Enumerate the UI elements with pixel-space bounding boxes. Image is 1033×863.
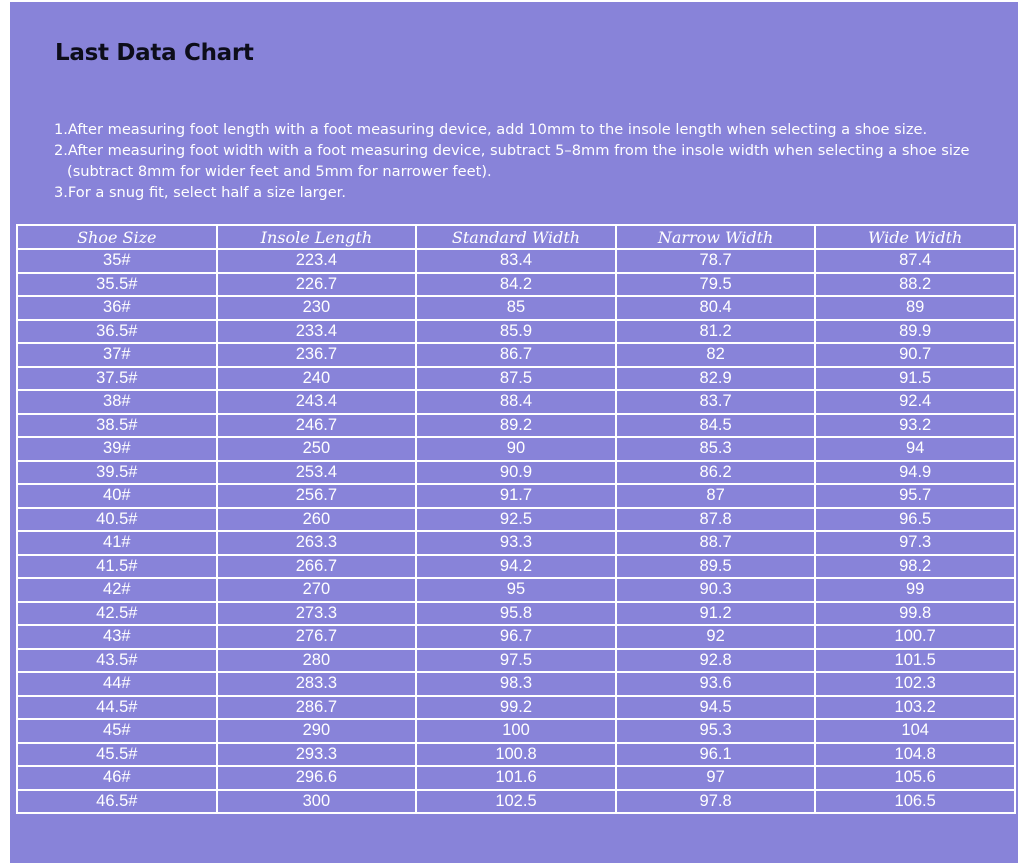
- header-narrow-width: Narrow Width: [616, 225, 816, 249]
- cell-wide-width: 104.8: [815, 743, 1015, 767]
- cell-shoe-size: 46.5#: [17, 790, 217, 814]
- cell-standard-width: 90.9: [416, 461, 616, 485]
- cell-shoe-size: 35.5#: [17, 273, 217, 297]
- cell-standard-width: 91.7: [416, 484, 616, 508]
- cell-narrow-width: 97.8: [616, 790, 816, 814]
- cell-standard-width: 101.6: [416, 766, 616, 790]
- cell-wide-width: 89.9: [815, 320, 1015, 344]
- cell-wide-width: 94.9: [815, 461, 1015, 485]
- cell-insole-length: 270: [217, 578, 417, 602]
- table-row: [17, 719, 1015, 743]
- table-row: [17, 296, 1015, 320]
- instructions: [54, 119, 994, 201]
- cell-insole-length: 273.3: [217, 602, 417, 626]
- cell-standard-width: 84.2: [416, 273, 616, 297]
- table-row: [17, 437, 1015, 461]
- cell-insole-length: 240: [217, 367, 417, 391]
- cell-standard-width: 94.2: [416, 555, 616, 579]
- cell-wide-width: 102.3: [815, 672, 1015, 696]
- cell-insole-length: 243.4: [217, 390, 417, 414]
- table-header-row: [17, 225, 1015, 249]
- cell-wide-width: 99.8: [815, 602, 1015, 626]
- cell-wide-width: 87.4: [815, 249, 1015, 273]
- cell-standard-width: 100.8: [416, 743, 616, 767]
- cell-wide-width: 93.2: [815, 414, 1015, 438]
- table-row: [17, 602, 1015, 626]
- cell-insole-length: 280: [217, 649, 417, 673]
- table-row: [17, 414, 1015, 438]
- cell-standard-width: 93.3: [416, 531, 616, 555]
- cell-wide-width: 89: [815, 296, 1015, 320]
- page-title: Last Data Chart: [55, 40, 254, 66]
- cell-narrow-width: 81.2: [616, 320, 816, 344]
- cell-insole-length: 233.4: [217, 320, 417, 344]
- note-2: 2.After measuring foot width with a foot measuring device, subtract 5–8mm from the insole width when selecting a shoe size (subtract 8mm for wider feet and 5mm for narrower feet).: [54, 142, 970, 180]
- cell-wide-width: 106.5: [815, 790, 1015, 814]
- cell-narrow-width: 86.2: [616, 461, 816, 485]
- header-standard-width: Standard Width: [416, 225, 616, 249]
- cell-standard-width: 95.8: [416, 602, 616, 626]
- cell-standard-width: 87.5: [416, 367, 616, 391]
- cell-insole-length: 296.6: [217, 766, 417, 790]
- cell-insole-length: 290: [217, 719, 417, 743]
- table-row: [17, 625, 1015, 649]
- cell-standard-width: 96.7: [416, 625, 616, 649]
- cell-insole-length: 230: [217, 296, 417, 320]
- table-row: [17, 273, 1015, 297]
- cell-shoe-size: 44.5#: [17, 696, 217, 720]
- cell-standard-width: 92.5: [416, 508, 616, 532]
- cell-narrow-width: 97: [616, 766, 816, 790]
- table-row: [17, 461, 1015, 485]
- cell-shoe-size: 37.5#: [17, 367, 217, 391]
- cell-narrow-width: 85.3: [616, 437, 816, 461]
- table-row: [17, 649, 1015, 673]
- table-row: [17, 531, 1015, 555]
- table-row: [17, 578, 1015, 602]
- cell-narrow-width: 83.7: [616, 390, 816, 414]
- cell-narrow-width: 92: [616, 625, 816, 649]
- cell-wide-width: 101.5: [815, 649, 1015, 673]
- cell-narrow-width: 88.7: [616, 531, 816, 555]
- cell-insole-length: 300: [217, 790, 417, 814]
- cell-standard-width: 99.2: [416, 696, 616, 720]
- cell-shoe-size: 43.5#: [17, 649, 217, 673]
- cell-wide-width: 97.3: [815, 531, 1015, 555]
- header-shoe-size: Shoe Size: [17, 225, 217, 249]
- cell-wide-width: 104: [815, 719, 1015, 743]
- cell-wide-width: 92.4: [815, 390, 1015, 414]
- document-page: [10, 2, 1018, 863]
- cell-wide-width: 90.7: [815, 343, 1015, 367]
- cell-wide-width: 99: [815, 578, 1015, 602]
- cell-standard-width: 95: [416, 578, 616, 602]
- cell-narrow-width: 87.8: [616, 508, 816, 532]
- cell-shoe-size: 46#: [17, 766, 217, 790]
- cell-shoe-size: 44#: [17, 672, 217, 696]
- cell-narrow-width: 91.2: [616, 602, 816, 626]
- cell-narrow-width: 80.4: [616, 296, 816, 320]
- cell-shoe-size: 36#: [17, 296, 217, 320]
- cell-wide-width: 88.2: [815, 273, 1015, 297]
- cell-wide-width: 98.2: [815, 555, 1015, 579]
- cell-insole-length: 246.7: [217, 414, 417, 438]
- cell-insole-length: 286.7: [217, 696, 417, 720]
- cell-standard-width: 89.2: [416, 414, 616, 438]
- table-body: [17, 249, 1015, 813]
- cell-insole-length: 250: [217, 437, 417, 461]
- cell-shoe-size: 39#: [17, 437, 217, 461]
- table-row: [17, 672, 1015, 696]
- header-insole-length: Insole Length: [217, 225, 417, 249]
- cell-standard-width: 86.7: [416, 343, 616, 367]
- cell-standard-width: 85: [416, 296, 616, 320]
- cell-insole-length: 283.3: [217, 672, 417, 696]
- cell-narrow-width: 96.1: [616, 743, 816, 767]
- cell-shoe-size: 42.5#: [17, 602, 217, 626]
- table-row: [17, 790, 1015, 814]
- cell-shoe-size: 38.5#: [17, 414, 217, 438]
- cell-shoe-size: 37#: [17, 343, 217, 367]
- cell-shoe-size: 38#: [17, 390, 217, 414]
- table-row: [17, 743, 1015, 767]
- cell-standard-width: 97.5: [416, 649, 616, 673]
- cell-standard-width: 98.3: [416, 672, 616, 696]
- cell-shoe-size: 40#: [17, 484, 217, 508]
- table-row: [17, 249, 1015, 273]
- cell-insole-length: 293.3: [217, 743, 417, 767]
- cell-insole-length: 236.7: [217, 343, 417, 367]
- cell-shoe-size: 40.5#: [17, 508, 217, 532]
- cell-standard-width: 102.5: [416, 790, 616, 814]
- note-1: 1.After measuring foot length with a foot measuring device, add 10mm to the insole length when selecting a shoe size.: [54, 121, 928, 138]
- table-row: [17, 696, 1015, 720]
- cell-narrow-width: 82.9: [616, 367, 816, 391]
- cell-narrow-width: 79.5: [616, 273, 816, 297]
- table-row: [17, 766, 1015, 790]
- cell-shoe-size: 45.5#: [17, 743, 217, 767]
- cell-shoe-size: 42#: [17, 578, 217, 602]
- cell-standard-width: 100: [416, 719, 616, 743]
- cell-narrow-width: 84.5: [616, 414, 816, 438]
- cell-standard-width: 85.9: [416, 320, 616, 344]
- cell-narrow-width: 94.5: [616, 696, 816, 720]
- note-3: 3.For a snug fit, select half a size larger.: [54, 184, 346, 201]
- cell-wide-width: 100.7: [815, 625, 1015, 649]
- cell-wide-width: 96.5: [815, 508, 1015, 532]
- cell-wide-width: 91.5: [815, 367, 1015, 391]
- table-row: [17, 508, 1015, 532]
- cell-insole-length: 223.4: [217, 249, 417, 273]
- cell-wide-width: 94: [815, 437, 1015, 461]
- cell-standard-width: 90: [416, 437, 616, 461]
- cell-narrow-width: 92.8: [616, 649, 816, 673]
- cell-shoe-size: 45#: [17, 719, 217, 743]
- cell-shoe-size: 41#: [17, 531, 217, 555]
- table-row: [17, 390, 1015, 414]
- table-row: [17, 320, 1015, 344]
- cell-standard-width: 88.4: [416, 390, 616, 414]
- size-table: [16, 224, 1016, 814]
- cell-shoe-size: 41.5#: [17, 555, 217, 579]
- cell-insole-length: 260: [217, 508, 417, 532]
- cell-narrow-width: 89.5: [616, 555, 816, 579]
- cell-insole-length: 266.7: [217, 555, 417, 579]
- cell-shoe-size: 35#: [17, 249, 217, 273]
- table-row: [17, 367, 1015, 391]
- cell-wide-width: 95.7: [815, 484, 1015, 508]
- cell-narrow-width: 87: [616, 484, 816, 508]
- header-wide-width: Wide Width: [815, 225, 1015, 249]
- cell-insole-length: 226.7: [217, 273, 417, 297]
- cell-insole-length: 276.7: [217, 625, 417, 649]
- cell-shoe-size: 43#: [17, 625, 217, 649]
- cell-narrow-width: 93.6: [616, 672, 816, 696]
- cell-wide-width: 105.6: [815, 766, 1015, 790]
- cell-insole-length: 256.7: [217, 484, 417, 508]
- cell-narrow-width: 78.7: [616, 249, 816, 273]
- table-row: [17, 343, 1015, 367]
- table-row: [17, 484, 1015, 508]
- cell-wide-width: 103.2: [815, 696, 1015, 720]
- cell-insole-length: 263.3: [217, 531, 417, 555]
- table-row: [17, 555, 1015, 579]
- cell-narrow-width: 82: [616, 343, 816, 367]
- cell-narrow-width: 95.3: [616, 719, 816, 743]
- cell-shoe-size: 39.5#: [17, 461, 217, 485]
- cell-narrow-width: 90.3: [616, 578, 816, 602]
- cell-standard-width: 83.4: [416, 249, 616, 273]
- cell-insole-length: 253.4: [217, 461, 417, 485]
- cell-shoe-size: 36.5#: [17, 320, 217, 344]
